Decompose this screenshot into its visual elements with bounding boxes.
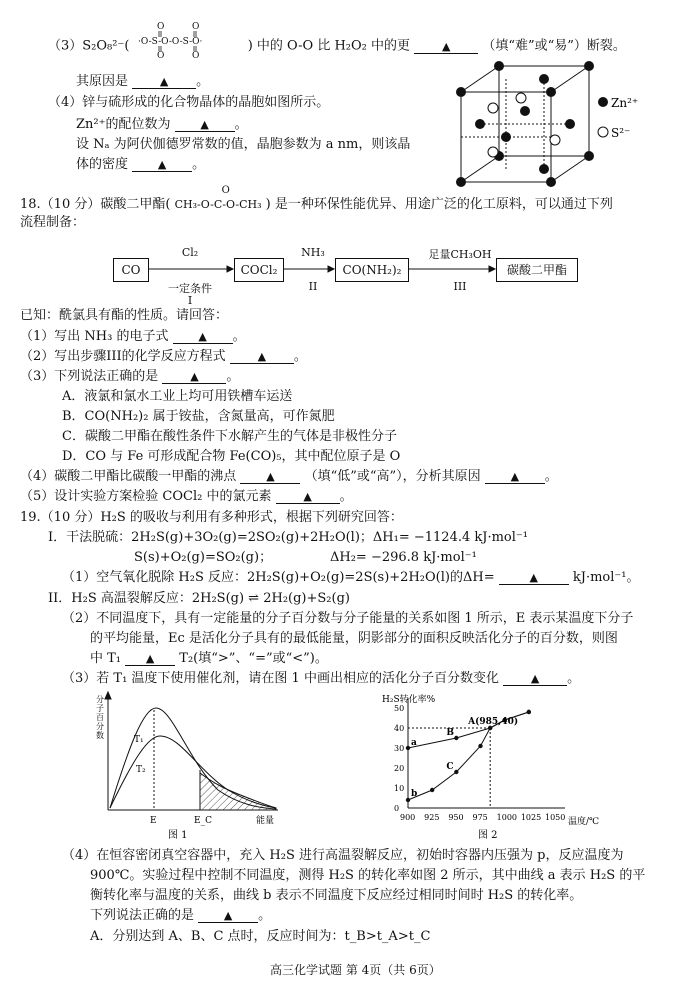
q19-4d: 下列说法正确的是 ▲ 。: [90, 908, 272, 923]
q18-option-b: B．CO(NH₂)₂ 属于铵盐，含氮量高，可作氮肥: [62, 409, 335, 424]
chart-x-tick-label: 1000: [496, 813, 518, 822]
chart-xlabel: 温度/℃: [568, 817, 600, 827]
legend-s: S²⁻: [611, 126, 631, 140]
flow-arrows: [147, 262, 497, 276]
q19-I2: S(s)+O₂(g)=SO₂(g)；: [134, 550, 273, 565]
q19-II: II．H₂S 高温裂解反应：2H₂S(g) ⇌ 2H₂(g)+S₂(g): [48, 591, 350, 606]
answer-blank: ▲: [240, 470, 300, 484]
q17-3-line: （3）S₂O₈²⁻( ·O-S-O-O-S-O· O O O O ) 中的 O-O 比 H₂O₂ 中的更 ▲ （填“难”或“易”）断裂。: [48, 22, 626, 60]
answer-blank: ▲: [485, 470, 545, 484]
q18-option-d: D．CO 与 Fe 可形成配合物 Fe(CO)₅，其中配位原子是 O: [62, 449, 401, 464]
q19-head: 19.（10 分）H₂S 的吸收与利用有多种形式，根据下列研究回答：: [20, 510, 403, 525]
answer-blank: ▲: [499, 571, 569, 585]
q19-I2-dh: ΔH₂= −296.8 kJ·mol⁻¹: [330, 550, 477, 565]
q18-2: （2）写出步骤III的化学反应方程式 ▲ 。: [20, 349, 307, 364]
q18-option-c: C．碳酸二甲酯在酸性条件下水解产生的气体是非极性分子: [62, 429, 397, 444]
answer-blank: ▲: [132, 75, 196, 89]
chart-y-tick-label: 50: [394, 704, 405, 713]
chart-annotation: A(985,40): [468, 717, 519, 727]
q19-2b: 的平均能量，Ec 是活化分子具有的最低能量，阴影部分的面积反映活化分子的百分数，则图: [90, 631, 618, 646]
answer-blank: ▲: [503, 672, 567, 686]
chart-x-tick-label: 1025: [520, 813, 542, 822]
arrow1-num: I: [187, 294, 193, 307]
q17-4-line: （4）锌与硫形成的化合物晶体的晶胞如图所示。: [48, 95, 330, 110]
answer-blank: ▲: [198, 909, 258, 923]
svg-text:O: O: [191, 22, 199, 32]
fig1-e: E: [150, 816, 157, 826]
answer-blank: ▲: [162, 370, 226, 384]
chart-y-tick-label: 0: [394, 804, 400, 813]
svg-text:O: O: [156, 51, 164, 60]
chart-point-b: [406, 798, 410, 802]
q19-4c: 衡转化率与温度的关系，曲线 b 表示不同温度下反应经过相同时间时 H₂S 的转化率。: [90, 888, 583, 903]
chart-y-tick-label: 20: [394, 764, 405, 773]
q18-4: （4）碳酸二甲酯比碳酸一甲酯的沸点 ▲ （填“低”或“高”），分析其原因 ▲ 。: [20, 469, 558, 484]
fig1-t1: T₁: [134, 735, 144, 745]
s2o8-structure: [134, 20, 244, 60]
q19-4-option-a: A．分别达到 A、B、C 点时，反应时间为：t_B>t_A>t_C: [90, 929, 431, 944]
chart-caption: 图 2: [478, 830, 498, 840]
fig1-t2: T₂: [136, 765, 146, 775]
flow-box-urea: CO(NH₂)₂: [335, 258, 409, 282]
arrow1-bottom: 一定条件: [168, 282, 212, 295]
ester-structure: O CH₃-O-C-O-CH₃: [174, 185, 262, 211]
arrow2-top: NH₃: [301, 246, 325, 259]
q18-known: 已知：酰氯具有酯的性质。请回答：: [20, 308, 229, 323]
chart-point-b: [430, 788, 434, 792]
chart-series-label-b: b: [411, 789, 418, 799]
page-footer: 高三化学试题 第 4页（共 6页）: [270, 963, 441, 977]
chart-point-a: [454, 736, 458, 740]
chart-series-label-a: a: [411, 738, 417, 748]
svg-text:O: O: [156, 22, 164, 32]
legend-zn: Zn²⁺: [611, 96, 639, 110]
chart-point-b: [478, 744, 482, 748]
chart-point-b: [527, 710, 531, 714]
q18-3: （3）下列说法正确的是 ▲ 。: [20, 369, 240, 384]
q19-1: （1）空气氧化脱除 H₂S 反应：2H₂S(g)+O₂(g)=2S(s)+2H₂O(l)的ΔH= ▲ kJ·mol⁻¹。: [62, 570, 640, 585]
arrow2-num: II: [308, 280, 318, 293]
chart-point-b: [454, 770, 458, 774]
q18-5: （5）设计实验方案检验 COCl₂ 中的氯元素 ▲ 。: [20, 489, 353, 504]
chart-x-tick-label: 950: [448, 813, 464, 822]
q19-4a: （4）在恒容密闭真空容器中，充入 H₂S 进行高温裂解反应，初始时容器内压强为 p，反应温度为: [62, 848, 624, 863]
answer-blank: ▲: [230, 350, 294, 364]
answer-blank: ▲: [276, 490, 340, 504]
chart-y-tick-label: 30: [394, 744, 405, 753]
chart-point-a: [406, 746, 410, 750]
chart-annotation: C: [446, 762, 454, 772]
q19-2a: （2）不同温度下，具有一定能量的分子百分数与分子能量的关系如图 1 所示，E 表示某温度下分子: [62, 611, 634, 626]
chart-annotation: B: [446, 728, 454, 738]
fig1-ec: E_C: [194, 816, 212, 826]
q18-head: 18.（10 分）碳酸二甲酯( O CH₃-O-C-O-CH₃ ) 是一种环保性能优异、用途广泛的化工原料，可以通过下列: [20, 185, 613, 212]
figure-1: [88, 690, 288, 840]
q18-head3: 流程制备：: [20, 215, 86, 230]
fig1-ylabel: 分 子 百 分 数: [96, 695, 104, 740]
answer-blank: ▲: [173, 330, 233, 344]
q17-3-reason: 其原因是 ▲ 。: [76, 74, 210, 89]
chart-ylabel: H₂S转化率%: [382, 695, 436, 705]
flow-box-co: CO: [113, 258, 149, 282]
chart-x-tick-label: 975: [472, 813, 488, 822]
chart-x-tick-label: 900: [400, 813, 416, 822]
q17-4b: 设 Nₐ 为阿伏伽德罗常数的值，晶胞参数为 a nm，则该晶: [76, 137, 411, 152]
chart-x-tick-label: 925: [424, 813, 440, 822]
arrow3-top: 足量CH₃OH: [428, 248, 492, 261]
svg-text:O: O: [191, 51, 199, 60]
answer-blank: ▲: [132, 158, 192, 172]
q19-4b: 900℃。实验过程中控制不同温度，测得 H₂S 的转化率如图 2 所示，其中曲线 a 表示 H₂S 的平: [90, 868, 646, 883]
q17-4c: 体的密度 ▲ 。: [76, 157, 206, 172]
chart-y-tick-label: 40: [394, 724, 405, 733]
arrow3-num: III: [453, 280, 467, 293]
zns-unit-cell: [455, 60, 655, 190]
q18-option-a: A．液氯和氯水工业上均可用铁槽车运送: [62, 389, 293, 404]
arrow1-top: Cl₂: [181, 246, 199, 259]
answer-blank: ▲: [125, 652, 175, 666]
q19-2c: 中 T₁ ▲ T₂(填“>”、“=”或“<”)。: [90, 651, 328, 666]
fig1-xlabel: 能量: [256, 816, 275, 826]
q18-1: （1）写出 NH₃ 的电子式 ▲ 。: [20, 329, 246, 344]
answer-blank: ▲: [175, 118, 235, 132]
svg-text:·O-S-O-O-S-O·: ·O-S-O-O-S-O·: [137, 37, 202, 47]
q17-4a: Zn²⁺的配位数为 ▲ 。: [76, 117, 248, 132]
q19-I: I．干法脱硫：2H₂S(g)+3O₂(g)=2SO₂(g)+2H₂O(l)；ΔH₁= −1124.4 kJ·mol⁻¹: [48, 530, 528, 545]
q19-3: （3）若 T₁ 温度下使用催化剂，请在图 1 中画出相应的活化分子百分数变化 ▲ 。: [62, 671, 581, 686]
chart-x-tick-label: 1050: [545, 813, 566, 822]
chart-y-tick-label: 10: [394, 784, 405, 793]
figure-2-chart: [378, 690, 608, 840]
answer-blank: ▲: [414, 40, 478, 54]
flow-box-cocl2: COCl₂: [234, 258, 284, 282]
flow-box-dmc: 碳酸二甲酯: [496, 258, 578, 282]
fig1-caption: 图 1: [168, 830, 188, 840]
